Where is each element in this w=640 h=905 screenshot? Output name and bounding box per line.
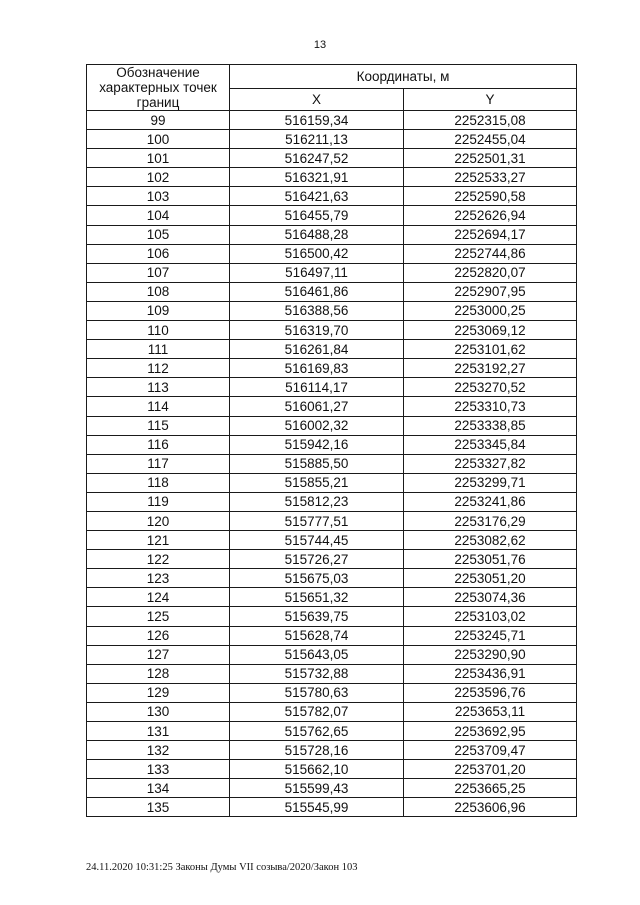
point-cell: 123: [87, 569, 230, 588]
y-coordinate-cell: 2253701,20: [404, 760, 577, 779]
point-cell: 131: [87, 722, 230, 741]
coordinates-table: [86, 64, 577, 817]
y-coordinate-cell: 2252533,27: [404, 168, 577, 187]
y-coordinate-cell: 2253709,47: [404, 741, 577, 760]
point-cell: 133: [87, 760, 230, 779]
x-coordinate-cell: 516061,27: [230, 397, 404, 416]
x-coordinate-cell: 515545,99: [230, 798, 404, 817]
y-coordinate-cell: 2253192,27: [404, 359, 577, 378]
point-cell: 128: [87, 664, 230, 683]
x-coordinate-cell: 515942,16: [230, 435, 404, 454]
x-coordinate-cell: 515782,07: [230, 702, 404, 721]
x-coordinate-cell: 515639,75: [230, 607, 404, 626]
x-coordinate-cell: 515662,10: [230, 760, 404, 779]
x-coordinate-cell: 516461,86: [230, 282, 404, 301]
point-cell: 110: [87, 321, 230, 340]
x-coordinate-cell: 516321,91: [230, 168, 404, 187]
table-row: [87, 149, 577, 168]
y-coordinate-cell: 2253101,62: [404, 340, 577, 359]
y-coordinate-cell: 2253596,76: [404, 683, 577, 702]
point-cell: 106: [87, 244, 230, 263]
point-cell: 105: [87, 225, 230, 244]
y-coordinate-cell: 2252501,31: [404, 149, 577, 168]
table-row: [87, 722, 577, 741]
y-coordinate-cell: 2253345,84: [404, 435, 577, 454]
table-row: [87, 645, 577, 664]
point-cell: 116: [87, 435, 230, 454]
table-row: [87, 683, 577, 702]
table-row: [87, 702, 577, 721]
table-row: [87, 607, 577, 626]
point-cell: 111: [87, 340, 230, 359]
table-row: [87, 263, 577, 282]
y-coordinate-cell: 2253103,02: [404, 607, 577, 626]
point-cell: 134: [87, 779, 230, 798]
y-coordinate-cell: 2252744,86: [404, 244, 577, 263]
table-row: [87, 741, 577, 760]
table-row: [87, 760, 577, 779]
table-row: [87, 225, 577, 244]
table-row: [87, 282, 577, 301]
point-cell: 124: [87, 588, 230, 607]
x-coordinate-cell: 515628,74: [230, 626, 404, 645]
x-coordinate-cell: 516500,42: [230, 244, 404, 263]
y-column-header: Y: [404, 88, 577, 110]
point-cell: 118: [87, 473, 230, 492]
table-row: [87, 511, 577, 530]
x-coordinate-cell: 516488,28: [230, 225, 404, 244]
table-row: [87, 301, 577, 320]
point-cell: 115: [87, 416, 230, 435]
point-cell: 119: [87, 492, 230, 511]
y-coordinate-cell: 2253338,85: [404, 416, 577, 435]
point-cell: 99: [87, 111, 230, 130]
y-coordinate-cell: 2253051,20: [404, 569, 577, 588]
y-coordinate-cell: 2252907,95: [404, 282, 577, 301]
y-coordinate-cell: 2253241,86: [404, 492, 577, 511]
x-coordinate-cell: 516421,63: [230, 187, 404, 206]
x-coordinate-cell: 516247,52: [230, 149, 404, 168]
table-row: [87, 664, 577, 683]
table-row: [87, 111, 577, 130]
table-row: [87, 378, 577, 397]
y-coordinate-cell: 2253245,71: [404, 626, 577, 645]
x-coordinate-cell: 515643,05: [230, 645, 404, 664]
y-coordinate-cell: 2252626,94: [404, 206, 577, 225]
x-coordinate-cell: 516159,34: [230, 111, 404, 130]
x-coordinate-cell: 516169,83: [230, 359, 404, 378]
x-coordinate-cell: 515651,32: [230, 588, 404, 607]
table-row: [87, 416, 577, 435]
x-coordinate-cell: 516388,56: [230, 301, 404, 320]
y-coordinate-cell: 2253290,90: [404, 645, 577, 664]
table-row: [87, 206, 577, 225]
point-cell: 102: [87, 168, 230, 187]
table-row: [87, 588, 577, 607]
x-coordinate-cell: 515855,21: [230, 473, 404, 492]
table-row: [87, 397, 577, 416]
coordinates-header: Координаты, м: [230, 65, 577, 89]
y-coordinate-cell: 2253606,96: [404, 798, 577, 817]
y-coordinate-cell: 2253327,82: [404, 454, 577, 473]
point-cell: 100: [87, 130, 230, 149]
x-coordinate-cell: 515812,23: [230, 492, 404, 511]
x-coordinate-cell: 516114,17: [230, 378, 404, 397]
point-cell: 120: [87, 511, 230, 530]
table-row: [87, 130, 577, 149]
page-number: 13: [313, 39, 327, 51]
x-coordinate-cell: 515728,16: [230, 741, 404, 760]
y-coordinate-cell: 2253051,76: [404, 550, 577, 569]
y-coordinate-cell: 2253082,62: [404, 531, 577, 550]
point-cell: 103: [87, 187, 230, 206]
table-row: [87, 492, 577, 511]
y-coordinate-cell: 2253692,95: [404, 722, 577, 741]
y-coordinate-cell: 2253176,29: [404, 511, 577, 530]
point-cell: 109: [87, 301, 230, 320]
table-body: [87, 111, 577, 817]
point-cell: 132: [87, 741, 230, 760]
table-row: [87, 454, 577, 473]
y-coordinate-cell: 2253653,11: [404, 702, 577, 721]
point-cell: 122: [87, 550, 230, 569]
x-column-header: X: [230, 88, 404, 110]
point-cell: 108: [87, 282, 230, 301]
point-cell: 125: [87, 607, 230, 626]
table-row: [87, 244, 577, 263]
y-coordinate-cell: 2253000,25: [404, 301, 577, 320]
point-cell: 129: [87, 683, 230, 702]
x-coordinate-cell: 516455,79: [230, 206, 404, 225]
footer-stamp: 24.11.2020 10:31:25 Законы Думы VII созыва/2020/Закон 103: [86, 862, 358, 873]
y-coordinate-cell: 2253270,52: [404, 378, 577, 397]
table-row: [87, 569, 577, 588]
y-coordinate-cell: 2253074,36: [404, 588, 577, 607]
table-row: [87, 626, 577, 645]
x-coordinate-cell: 515885,50: [230, 454, 404, 473]
y-coordinate-cell: 2253310,73: [404, 397, 577, 416]
table-row: [87, 798, 577, 817]
point-cell: 107: [87, 263, 230, 282]
table-row: [87, 340, 577, 359]
y-coordinate-cell: 2253069,12: [404, 321, 577, 340]
y-coordinate-cell: 2253665,25: [404, 779, 577, 798]
point-cell: 127: [87, 645, 230, 664]
table-row: [87, 531, 577, 550]
y-coordinate-cell: 2252694,17: [404, 225, 577, 244]
point-cell: 112: [87, 359, 230, 378]
point-cell: 117: [87, 454, 230, 473]
table-row: [87, 473, 577, 492]
point-cell: 113: [87, 378, 230, 397]
x-coordinate-cell: 515780,63: [230, 683, 404, 702]
x-coordinate-cell: 516261,84: [230, 340, 404, 359]
x-coordinate-cell: 515599,43: [230, 779, 404, 798]
point-cell: 104: [87, 206, 230, 225]
table-row: [87, 321, 577, 340]
x-coordinate-cell: 515675,03: [230, 569, 404, 588]
table-row: [87, 168, 577, 187]
table-row: [87, 435, 577, 454]
x-coordinate-cell: 515732,88: [230, 664, 404, 683]
y-coordinate-cell: 2253436,91: [404, 664, 577, 683]
x-coordinate-cell: 515744,45: [230, 531, 404, 550]
table-row: [87, 359, 577, 378]
point-column-header: Обозначение характерных точек границ: [87, 65, 230, 111]
point-cell: 130: [87, 702, 230, 721]
table-row: [87, 550, 577, 569]
x-coordinate-cell: 516497,11: [230, 263, 404, 282]
x-coordinate-cell: 515762,65: [230, 722, 404, 741]
table-row: [87, 779, 577, 798]
y-coordinate-cell: 2252315,08: [404, 111, 577, 130]
y-coordinate-cell: 2252455,04: [404, 130, 577, 149]
y-coordinate-cell: 2253299,71: [404, 473, 577, 492]
x-coordinate-cell: 516002,32: [230, 416, 404, 435]
x-coordinate-cell: 516211,13: [230, 130, 404, 149]
point-cell: 121: [87, 531, 230, 550]
x-coordinate-cell: 515726,27: [230, 550, 404, 569]
x-coordinate-cell: 515777,51: [230, 511, 404, 530]
x-coordinate-cell: 516319,70: [230, 321, 404, 340]
point-cell: 126: [87, 626, 230, 645]
point-cell: 114: [87, 397, 230, 416]
y-coordinate-cell: 2252590,58: [404, 187, 577, 206]
y-coordinate-cell: 2252820,07: [404, 263, 577, 282]
table-row: [87, 187, 577, 206]
point-cell: 101: [87, 149, 230, 168]
point-cell: 135: [87, 798, 230, 817]
